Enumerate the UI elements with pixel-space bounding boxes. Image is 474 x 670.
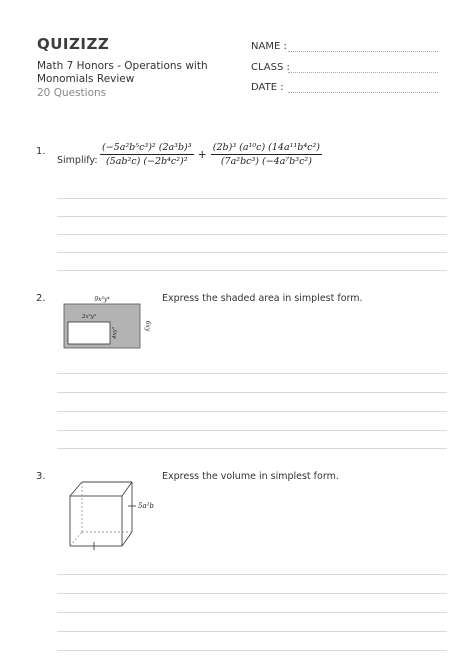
fraction-2 [211,142,322,167]
date-line [288,92,438,93]
answer-line[interactable] [57,612,447,613]
date-label: DATE : [251,82,284,93]
shaded-area-diagram [60,293,156,353]
cube-front-face [70,496,122,546]
fraction-2-denominator: (7a²bc³) (−4a⁷b³c²) [220,156,312,167]
inner-width-label: 2x³y³ [81,314,97,320]
question-1-expression [100,142,322,167]
question-count: 20 Questions [37,87,107,99]
cube-diagram [62,474,158,556]
question-2-number: 2. [36,293,46,304]
fraction-2-numerator: (2b)³ (a¹⁰c) (14a¹¹b⁴c²) [212,142,320,153]
question-1-number: 1. [36,146,46,157]
class-line [288,72,438,73]
inner-rectangle [68,322,110,344]
quizizz-logo: QUIZIZZ [37,35,110,53]
answer-line[interactable] [57,650,447,651]
outer-width-label: 9x³y⁴ [94,296,110,303]
answer-line[interactable] [57,411,447,412]
answer-line[interactable] [57,198,447,199]
answer-line[interactable] [57,234,447,235]
question-2-prompt: Express the shaded area in simplest form. [162,293,363,304]
plus-operator: + [197,148,207,161]
answer-line[interactable] [57,593,447,594]
question-3-number: 3. [36,471,46,482]
answer-line[interactable] [57,216,447,217]
inner-height-label: 4xy³ [112,327,118,339]
answer-line[interactable] [57,448,447,449]
outer-height-label: 6xy [144,320,151,332]
answer-line[interactable] [57,574,447,575]
name-line [288,51,438,52]
fraction-1-denominator: (5ab²c) (−2b⁴c²)² [105,156,188,167]
answer-line[interactable] [57,631,447,632]
cube-edge-label: 5a²b [138,502,154,510]
answer-line[interactable] [57,392,447,393]
answer-line[interactable] [57,270,447,271]
question-3-prompt: Express the volume in simplest form. [162,471,339,482]
fraction-1 [100,142,194,167]
answer-line[interactable] [57,373,447,374]
name-label: NAME : [251,41,287,52]
worksheet-title: Math 7 Honors - Operations with Monomials Review [37,60,208,85]
answer-line[interactable] [57,252,447,253]
class-label: CLASS : [251,62,290,73]
fraction-1-numerator: (−5a²b⁵c³)² (2a³b)³ [102,142,192,153]
question-1-prompt: Simplify: [57,155,98,166]
answer-line[interactable] [57,430,447,431]
